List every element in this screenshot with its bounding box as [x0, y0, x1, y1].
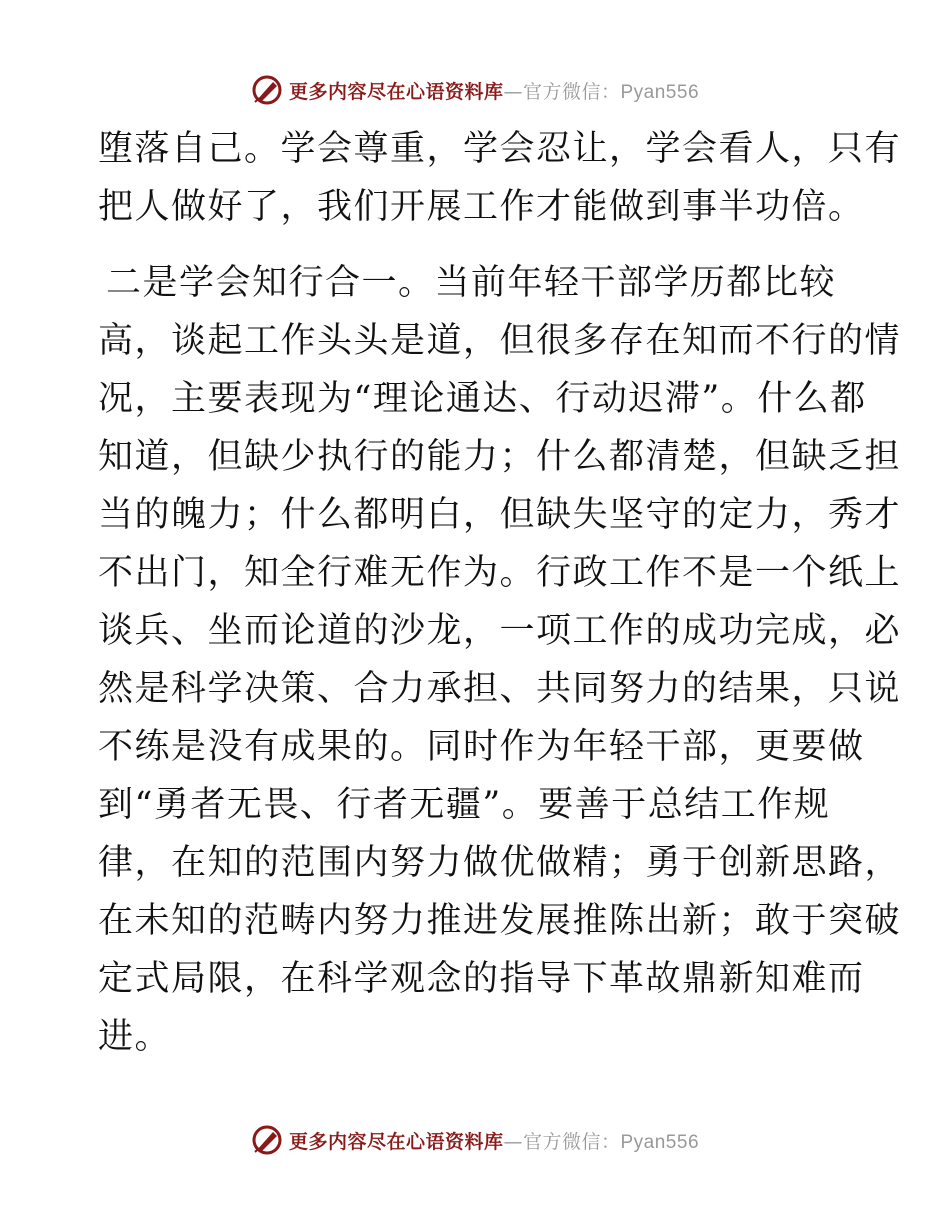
- text-line: 律，在知的范围内努力做优做精；勇于创新思路，: [98, 843, 902, 883]
- text-line: 到“勇者无畏、行者无疆”。要善于总结工作规: [98, 785, 831, 825]
- watermark-separator: —: [503, 80, 523, 103]
- pen-logo-icon: [251, 74, 283, 106]
- watermark-id: Pyan556: [620, 81, 700, 103]
- watermark-id: Pyan556: [620, 1131, 700, 1153]
- text-line: 然是科学决策、合力承担、共同努力的结果，只说: [98, 669, 902, 709]
- text-line: 不出门，知全行难无作为。行政工作不是一个纸上: [98, 553, 902, 593]
- watermark-text: [289, 77, 699, 104]
- text-line: 定式局限，在科学观念的指导下革故鼎新知难而: [98, 959, 865, 999]
- watermark-text: [289, 1127, 699, 1154]
- text-line: 况，主要表现为“理论通达、行动迟滞”。什么都: [98, 379, 867, 419]
- text-line: 堕落自己。学会尊重，学会忍让，学会看人，只有: [98, 129, 902, 169]
- watermark-main: 更多内容尽在心语资料库: [288, 1130, 504, 1153]
- text-line: 在未知的范畴内努力推进发展推陈出新；敢于突破: [98, 901, 902, 941]
- text-line: 高，谈起工作头头是道，但很多存在知而不行的情: [98, 321, 902, 361]
- text-line: 当的魄力；什么都明白，但缺失坚守的定力，秀才: [98, 495, 902, 535]
- text-line: 不练是没有成果的。同时作为年轻干部，更要做: [98, 727, 865, 767]
- text-line: 把人做好了，我们开展工作才能做到事半功倍。: [98, 187, 865, 227]
- paragraph-1: [98, 120, 902, 236]
- text-line: 二是学会知行合一。当前年轻干部学历都比较: [106, 263, 837, 303]
- watermark-label: 官方微信：: [522, 1130, 621, 1153]
- header-watermark: [0, 70, 950, 110]
- text-line: 进。: [98, 1017, 172, 1057]
- paragraph-2: [98, 254, 902, 1066]
- document-body: [98, 120, 902, 1066]
- footer-watermark: [0, 1120, 950, 1160]
- watermark-label: 官方微信：: [522, 80, 621, 103]
- pen-logo-icon: [251, 1124, 283, 1156]
- text-line: 知道，但缺少执行的能力；什么都清楚，但缺乏担: [98, 437, 902, 477]
- watermark-main: 更多内容尽在心语资料库: [288, 80, 504, 103]
- watermark-separator: —: [503, 1130, 523, 1153]
- text-line: 谈兵、坐而论道的沙龙，一项工作的成功完成，必: [98, 611, 902, 651]
